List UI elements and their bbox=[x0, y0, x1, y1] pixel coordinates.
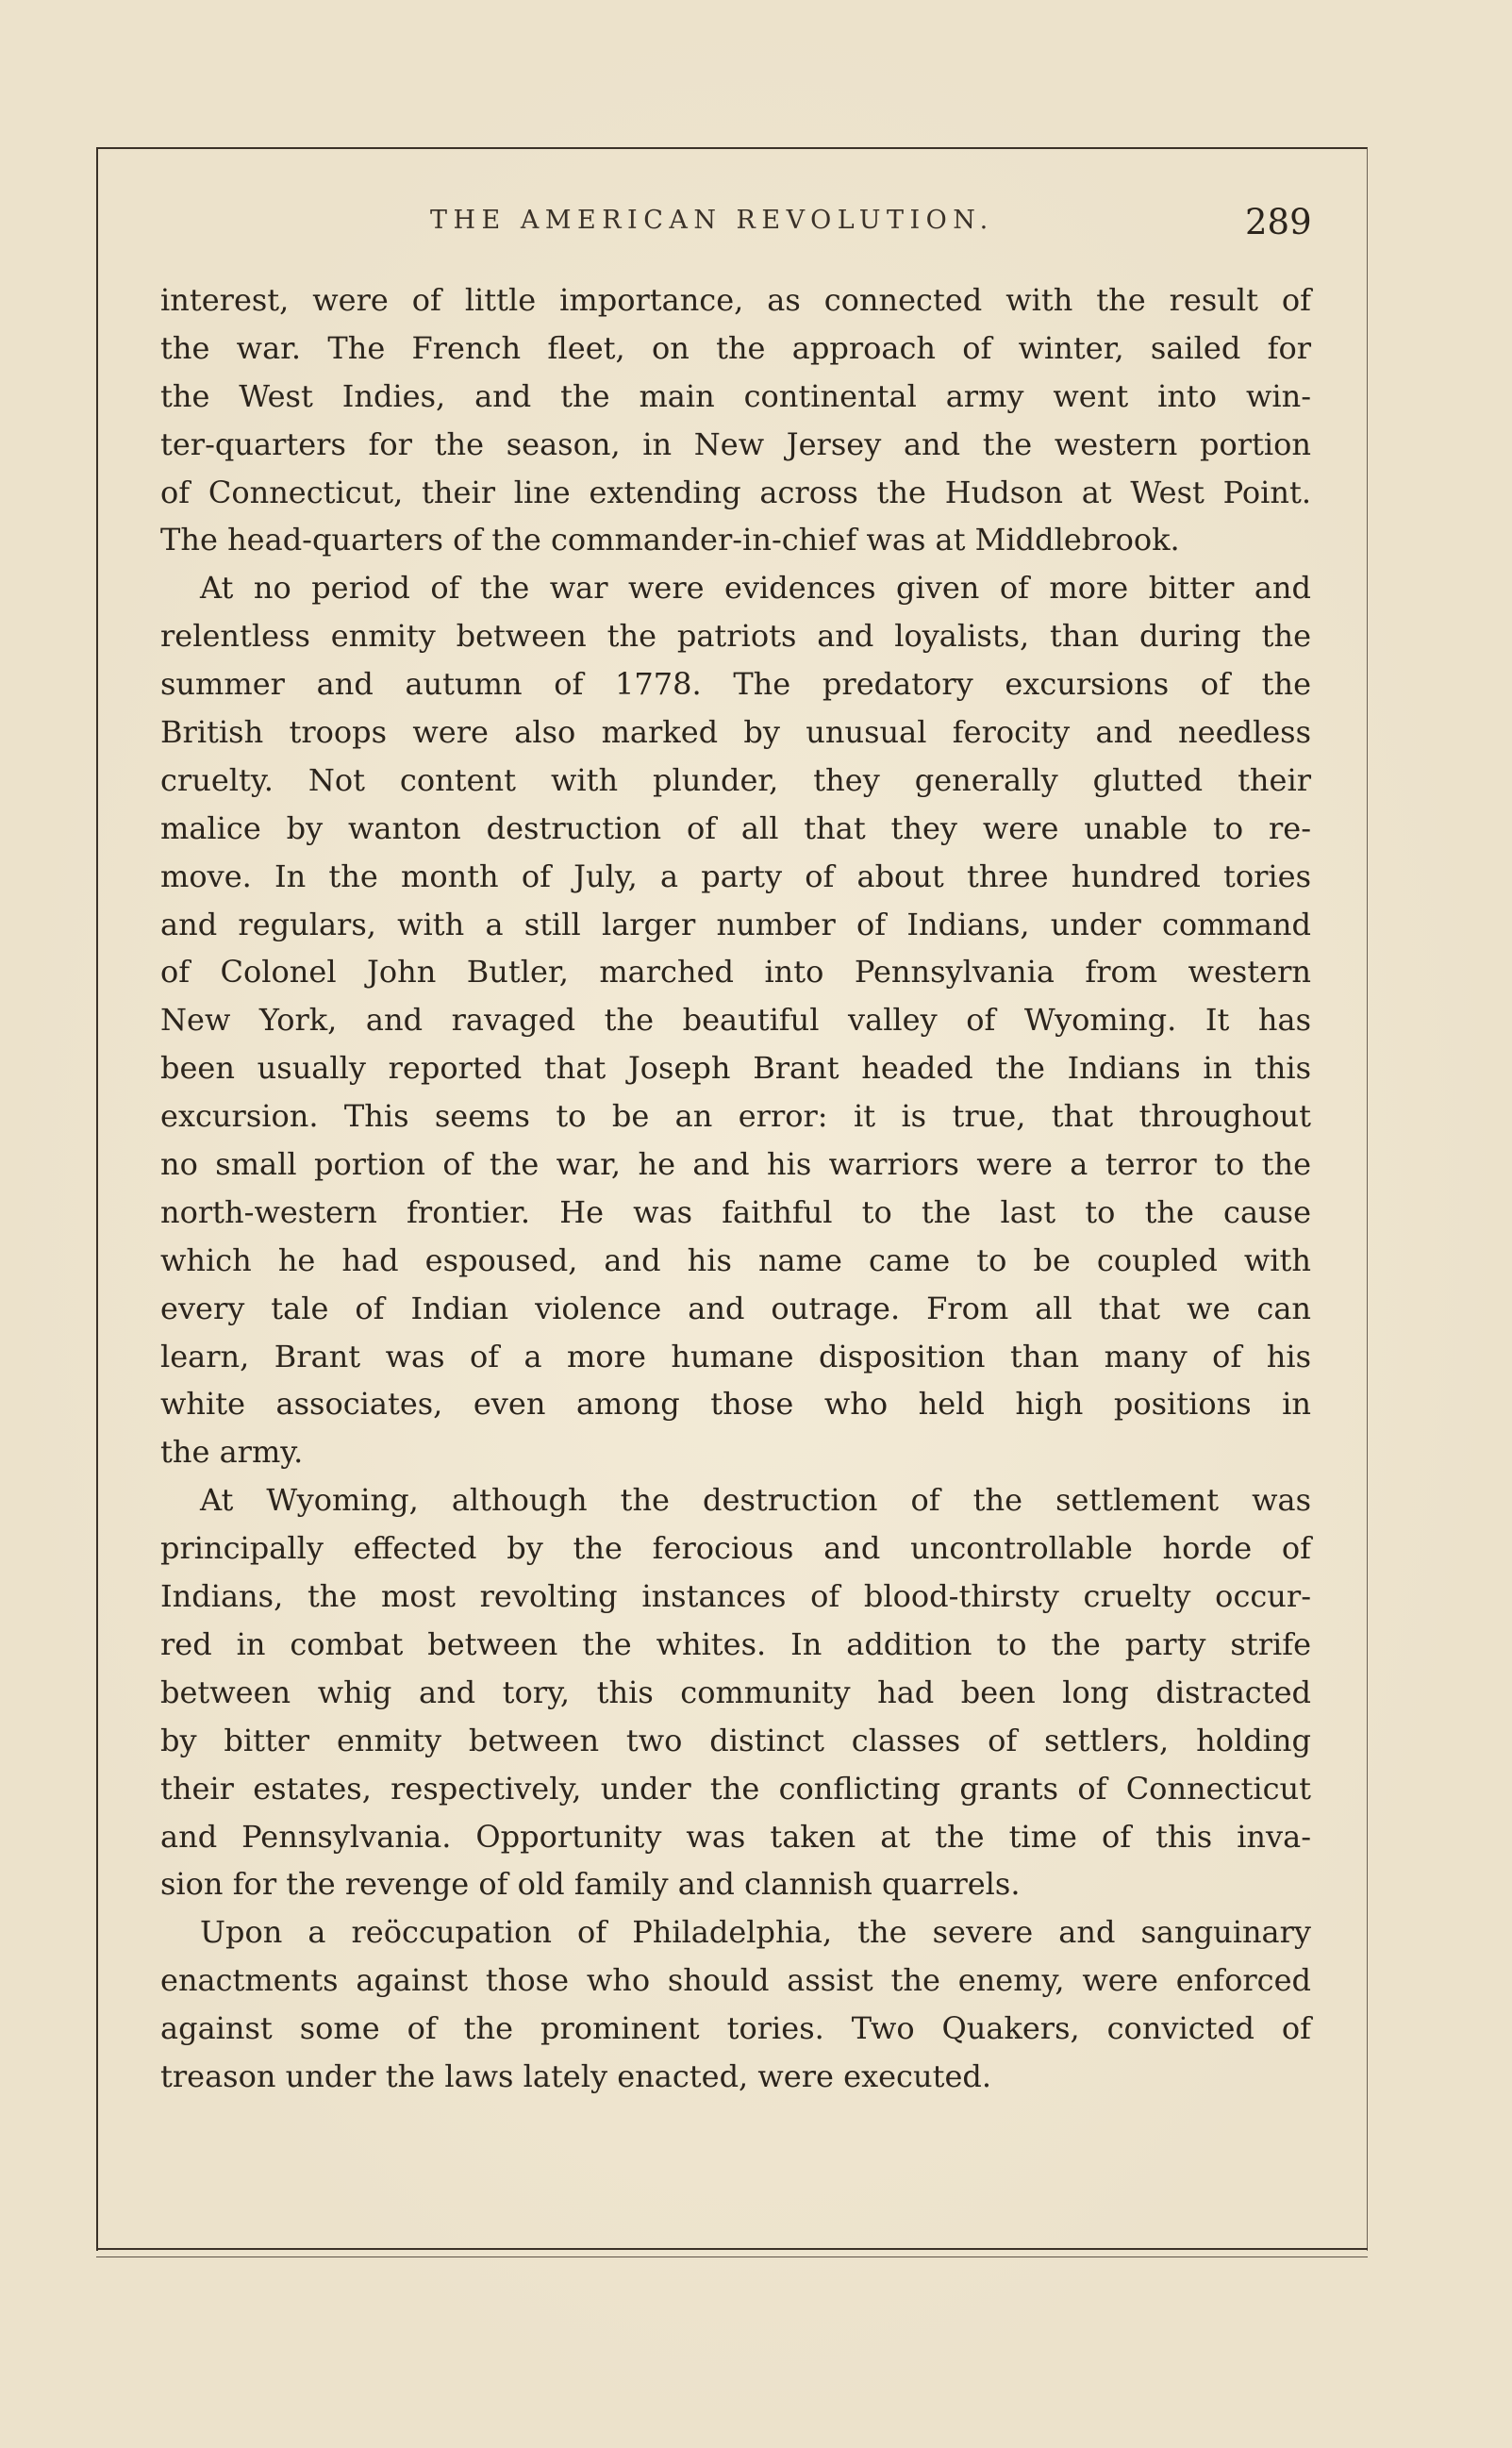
running-head: THE AMERICAN REVOLUTION. bbox=[430, 206, 994, 235]
text-line: Indians, the most revolting instances of blood-thirsty cruelty occur- bbox=[160, 1578, 1311, 1615]
text-line: principally effected by the ferocious and uncontrollable horde of bbox=[160, 1530, 1311, 1567]
text-line: the war. The French fleet, on the approach of winter, sailed for bbox=[160, 329, 1311, 366]
text-line: malice by wanton destruction of all that they were unable to re- bbox=[160, 809, 1311, 846]
body-text bbox=[160, 276, 1311, 2101]
text-line: white associates, even among those who held high positions in bbox=[160, 1386, 1311, 1423]
text-line: their estates, respectively, under the conflicting grants of Connecticut bbox=[160, 1770, 1311, 1807]
page-border-bottom-rule bbox=[96, 2248, 1368, 2250]
text-line: been usually reported that Joseph Brant headed the Indians in this bbox=[160, 1050, 1311, 1087]
text-line: against some of the prominent tories. Two Quakers, convicted of bbox=[160, 2010, 1311, 2047]
text-line: summer and autumn of 1778. The predatory excursions of the bbox=[160, 666, 1311, 703]
text-line: and regulars, with a still larger number of Indians, under command bbox=[160, 906, 1311, 942]
text-line: which he had espoused, and his name came to be coupled with bbox=[160, 1241, 1311, 1278]
text-line: cruelty. Not content with plunder, they generally glutted their bbox=[160, 761, 1311, 798]
text-line: learn, Brant was of a more humane disposition than many of his bbox=[160, 1338, 1311, 1374]
text-line: relentless enmity between the patriots and loyalists, than during the bbox=[160, 618, 1311, 655]
text-line: At Wyoming, although the destruction of the settlement was bbox=[200, 1482, 1311, 1519]
text-line: sion for the revenge of old family and clannish quarrels. bbox=[160, 1866, 1021, 1903]
text-line: every tale of Indian violence and outrage. From all that we can bbox=[160, 1290, 1311, 1326]
text-line: the army. bbox=[160, 1434, 304, 1471]
text-line: red in combat between the whites. In addition to the party strife bbox=[160, 1625, 1311, 1662]
page-number: 289 bbox=[1245, 202, 1312, 242]
text-line: between whig and tory, this community had been long distracted bbox=[160, 1674, 1311, 1710]
text-line: Upon a reöccupation of Philadelphia, the severe and sanguinary bbox=[200, 1914, 1311, 1951]
text-line: north-western frontier. He was faithful to the last to the cause bbox=[160, 1193, 1311, 1230]
text-line: no small portion of the war, he and his warriors were a terror to the bbox=[160, 1146, 1311, 1183]
text-line: and Pennsylvania. Opportunity was taken at the time of this inva- bbox=[160, 1818, 1311, 1855]
text-line: enactments against those who should assist the enemy, were enforced bbox=[160, 1962, 1311, 1999]
text-line: of Colonel John Butler, marched into Pennsylvania from western bbox=[160, 954, 1311, 991]
text-line: by bitter enmity between two distinct classes of settlers, holding bbox=[160, 1722, 1311, 1758]
text-line: the West Indies, and the main continental army went into win- bbox=[160, 377, 1311, 414]
text-line: ter-quarters for the season, in New Jersey and the western portion bbox=[160, 425, 1311, 462]
text-line: excursion. This seems to be an error: it is true, that throughout bbox=[160, 1098, 1311, 1135]
text-line: The head-quarters of the commander-in-chief was at Middlebrook. bbox=[160, 522, 1180, 558]
page-border-bottom-rule-thin bbox=[96, 2256, 1368, 2257]
text-line: move. In the month of July, a party of about three hundred tories bbox=[160, 858, 1311, 894]
text-line: British troops were also marked by unusual ferocity and needless bbox=[160, 714, 1311, 751]
text-line: New York, and ravaged the beautiful valley of Wyoming. It has bbox=[160, 1002, 1311, 1039]
text-line: At no period of the war were evidences given of more bitter and bbox=[200, 570, 1311, 607]
text-line: of Connecticut, their line extending across the Hudson at West Point. bbox=[160, 474, 1311, 510]
text-line: interest, were of little importance, as connected with the result of bbox=[160, 282, 1311, 318]
text-line: treason under the laws lately enacted, were executed. bbox=[160, 2057, 992, 2094]
